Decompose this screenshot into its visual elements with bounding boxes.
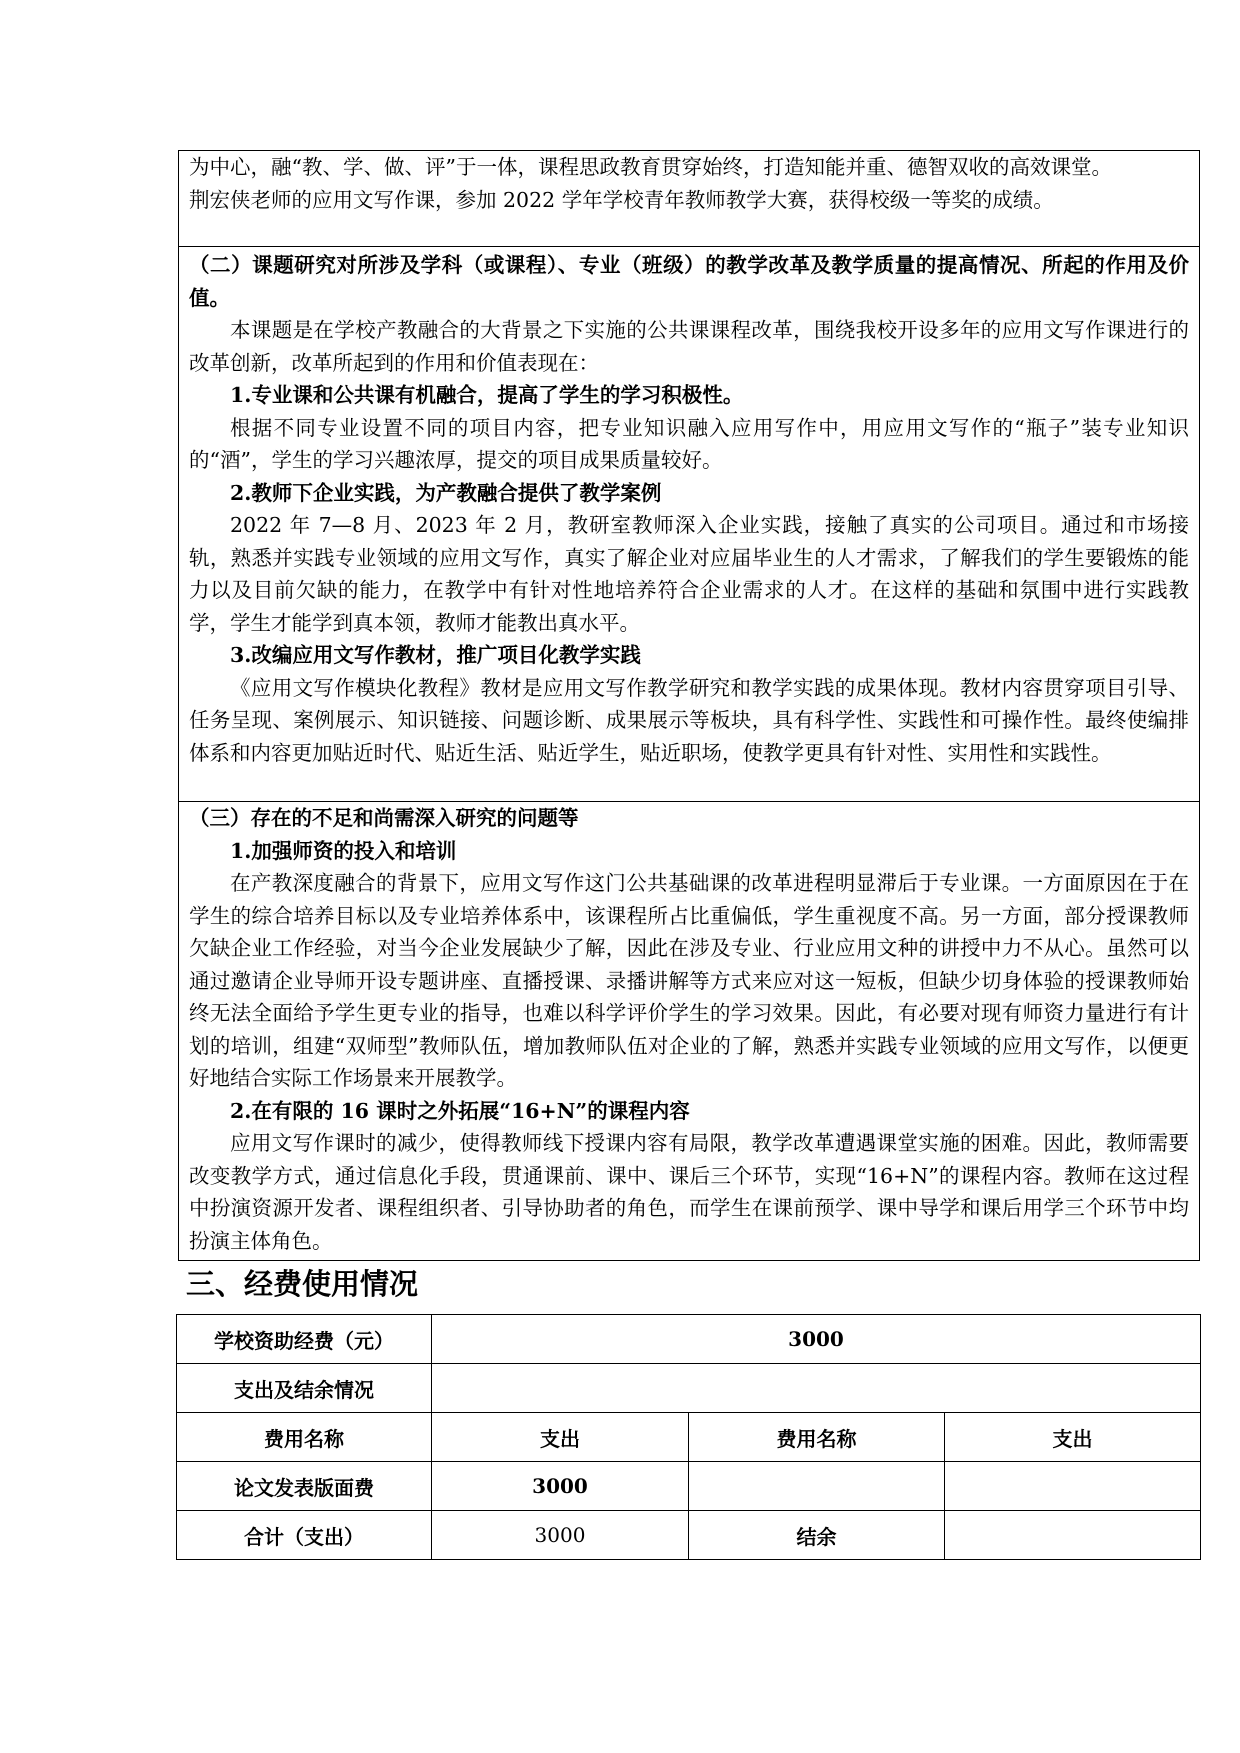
expense-amount: 3000 <box>432 1462 689 1511</box>
paragraph: 本课题是在学校产教融合的大背景之下实施的公共课课程改革，围绕我校开设多年的应用文写作课进行的改革创新，改革所起到的作用和价值表现在： <box>189 318 1189 375</box>
table-row <box>177 1462 1201 1511</box>
total-value: 3000 <box>432 1511 689 1560</box>
table-row <box>177 1364 1201 1413</box>
paragraph: 2022 年 7—8 月、2023 年 2 月，教研室教师深入企业实践，接触了真实的公司项目。通过和市场接轨，熟悉并实践专业领域的应用文写作，真实了解企业对应届毕业生的人才需求，了解我们的学生要锻炼的能力以及目前欠缺的能力，在教学中有针对性地培养符合企业需求的人才。在这样的基础和氛围中进行实践教学，学生才能学到真本领，教师才能教出真水平。 <box>189 513 1189 635</box>
paragraph: 为中心，融“教、学、做、评”于一体，课程思政教育贯穿始终，打造知能并重、德智双收的高效课堂。 <box>189 155 1112 179</box>
paragraph: 《应用文写作模块化教程》教材是应用文写作教学研究和教学实践的成果体现。教材内容贯穿项目引导、任务呈现、案例展示、知识链接、问题诊断、成果展示等板块，具有科学性、实践性和可操作性。最终使编排体系和内容更加贴近时代、贴近生活、贴近学生，贴近职场，使教学更具有针对性、实用性和实践性。 <box>189 675 1189 765</box>
table-row <box>177 1511 1201 1560</box>
column-header: 支出 <box>945 1413 1201 1462</box>
table-row <box>177 1315 1201 1364</box>
section-1-continuation <box>179 151 1199 247</box>
section-heading: （三）存在的不足和尚需深入研究的问题等 <box>189 806 579 830</box>
total-label: 合计（支出） <box>177 1511 432 1560</box>
column-header: 支出 <box>432 1413 689 1462</box>
section-heading: （二）课题研究对所涉及学科（或课程）、专业（班级）的教学改革及教学质量的提高情况、所起的作用及价值。 <box>189 253 1189 310</box>
point-title: 2.教师下企业实践，为产教融合提供了教学案例 <box>230 480 662 505</box>
funding-section-title: 三、经费使用情况 <box>186 1267 419 1301</box>
balance-value <box>432 1364 1201 1413</box>
column-header: 费用名称 <box>689 1413 945 1462</box>
remainder-label: 结余 <box>689 1511 945 1560</box>
paragraph: 在产教深度融合的背景下，应用文写作这门公共基础课的改革进程明显滞后于专业课。一方面原因在于在学生的综合培养目标以及专业培养体系中，该课程所占比重偏低，学生重视度不高。另一方面，部分授课教师欠缺企业工作经验，对当今企业发展缺少了解，因此在涉及专业、行业应用文种的讲授中力不从心。虽然可以通过邀请企业导师开设专题讲座、直播授课、录播讲解等方式来应对这一短板，但缺少切身体验的授课教师始终无法全面给予学生更专业的指导，也难以科学评价学生的学习效果。因此，有必要对现有师资力量进行有计划的培训，组建“双师型”教师队伍，增加教师队伍对企业的了解，熟悉并实践专业领域的应用文写作，以便更好地结合实际工作场景来开展教学。 <box>189 871 1189 1090</box>
point-title: 1.加强师资的投入和培训 <box>230 838 457 863</box>
paragraph: 应用文写作课时的减少，使得教师线下授课内容有局限，教学改革遭遇课堂实施的困难。因此，教师需要改变教学方式，通过信息化手段，贯通课前、课中、课后三个环节，实现“16+N”的课程内容。教师在这过程中扮演资源开发者、课程组织者、引导协助者的角色，而学生在课前预学、课中导学和课后用学三个环节中均扮演主体角色。 <box>189 1131 1189 1253</box>
report-table <box>178 150 1200 1261</box>
expense-item: 论文发表版面费 <box>177 1462 432 1511</box>
column-header: 费用名称 <box>177 1413 432 1462</box>
balance-label: 支出及结余情况 <box>177 1364 432 1413</box>
school-funding-value: 3000 <box>432 1315 1201 1364</box>
expense-item <box>689 1462 945 1511</box>
section-3-shortcomings <box>179 802 1199 1260</box>
table-header-row <box>177 1413 1201 1462</box>
paragraph: 荆宏侠老师的应用文写作课，参加 2022 学年学校青年教师教学大赛，获得校级一等奖的成绩。 <box>189 187 1054 212</box>
remainder-value <box>945 1511 1201 1560</box>
point-title: 3.改编应用文写作教材，推广项目化教学实践 <box>230 643 641 667</box>
funding-table <box>176 1314 1201 1560</box>
paragraph: 根据不同专业设置不同的项目内容，把专业知识融入应用写作中，用应用文写作的“瓶子”装专业知识的“酒”，学生的学习兴趣浓厚，提交的项目成果质量较好。 <box>189 415 1189 472</box>
point-title: 1.专业课和公共课有机融合，提高了学生的学习积极性。 <box>230 383 744 407</box>
school-funding-label: 学校资助经费（元） <box>177 1315 432 1364</box>
expense-amount <box>945 1462 1201 1511</box>
section-2-effects <box>179 247 1199 802</box>
point-title: 2.在有限的 16 课时之外拓展“16+N”的课程内容 <box>230 1098 690 1123</box>
